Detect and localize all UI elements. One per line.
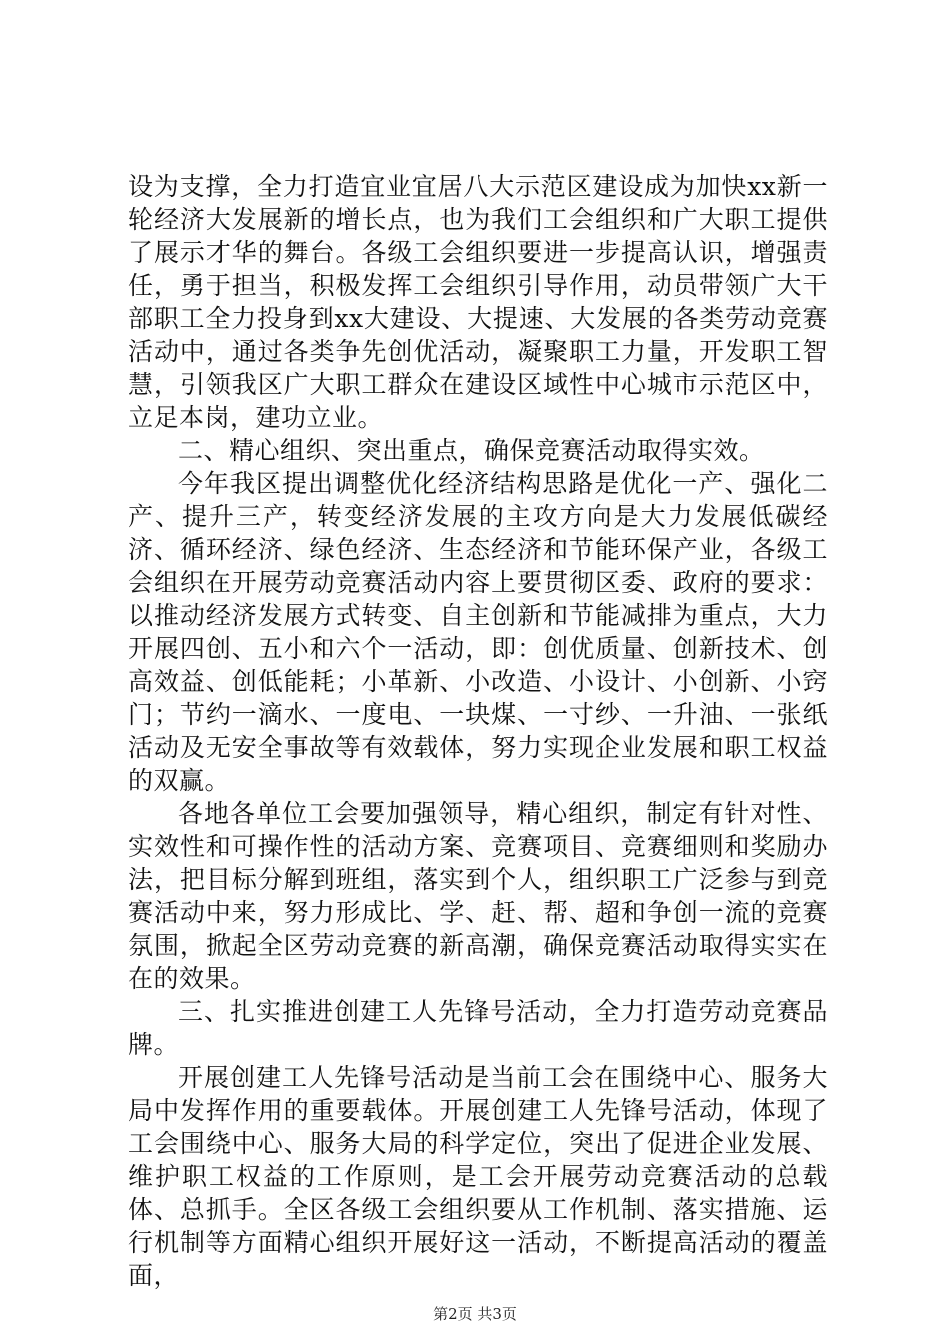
paragraph-4: 开展创建工人先锋号活动是当前工会在围绕中心、服务大局中发挥作用的重要载体。开展创建工人先锋号活动，体现了工会围绕中心、服务大局的科学定位，突出了促进企业发展、维护职工权益的工作原则，是工会开展劳动竞赛活动的总载体、总抓手。全区各级工会组织要从工作机制、落实措施、运行机制等方面精心组织开展好这一活动，不断提高活动的覆盖面， (128, 1063, 828, 1290)
paragraph-2: 今年我区提出调整优化经济结构思路是优化一产、强化二产、提升三产，转变经济发展的主攻方向是大力发展低碳经济、循环经济、绿色经济、生态经济和节能环保产业，各级工会组织在开展劳动竞赛活动内容上要贯彻区委、政府的要求：以推动经济发展方式转变、自主创新和节能减排为重点，大力开展四创、五小和六个一活动，即：创优质量、创新技术、创高效益、创低能耗；小革新、小改造、小设计、小创新、小窍门；节约一滴水、一度电、一块煤、一寸纱、一升油、一张纸活动及无安全事故等有效载体，努力实现企业发展和职工权益的双赢。 (128, 469, 828, 795)
section-heading-3: 三、扎实推进创建工人先锋号活动，全力打造劳动竞赛品牌。 (128, 997, 828, 1059)
page-number: 第2页 共3页 (433, 1305, 517, 1323)
section-heading-2: 二、精心组织、突出重点，确保竞赛活动取得实效。 (178, 436, 765, 465)
page-footer (0, 1304, 950, 1324)
document-body (128, 170, 828, 1292)
paragraph-3: 各地各单位工会要加强领导，精心组织，制定有针对性、实效性和可操作性的活动方案、竞赛项目、竞赛细则和奖励办法，把目标分解到班组，落实到个人，组织职工广泛参与到竞赛活动中来，努力形成比、学、赶、帮、超和争创一流的竞赛氛围，掀起全区劳动竞赛的新高潮，确保竞赛活动取得实实在在的效果。 (128, 799, 828, 993)
paragraph-1: 设为支撑，全力打造宜业宜居八大示范区建设成为加快xx新一轮经济大发展新的增长点，也为我们工会组织和广大职工提供了展示才华的舞台。各级工会组织要进一步提高认识，增强责任，勇于担当，积极发挥工会组织引导作用，动员带领广大干部职工全力投身到xx大建设、大提速、大发展的各类劳动竞赛活动中，通过各类争先创优活动，凝聚职工力量，开发职工智慧，引领我区广大职工群众在建设区域性中心城市示范区中，立足本岗，建功立业。 (128, 172, 828, 432)
